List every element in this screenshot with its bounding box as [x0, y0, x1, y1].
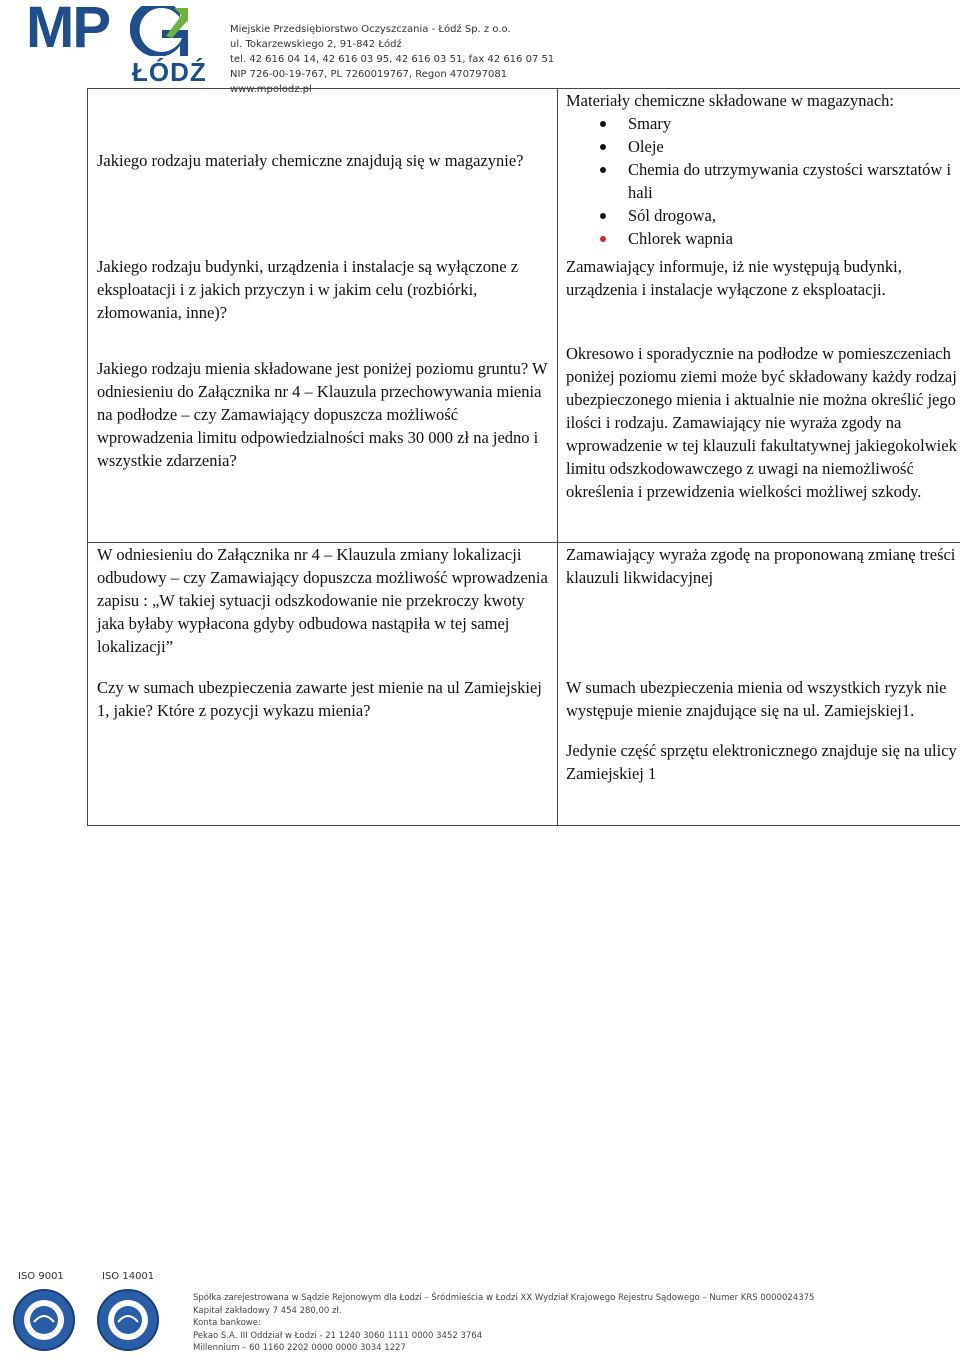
company-address: ul. Tokarzewskiego 2, 91-842 Łódź	[230, 39, 402, 50]
question-3: Jakiego rodzaju mienia składowane jest poniżej poziomu gruntu? W odniesieniu do Załącznika nr 4 – Klauzula przechowywania mienia na podłodze – czy Zamawiający dopuszcza możliwość wprowadzenia limitu odpowiedzialności maks 30 000 zł na jedno i wszystkie zdarzenia?	[97, 359, 548, 470]
certificate-iso-14001	[96, 1270, 162, 1352]
footer-line: Konta bankowe:	[193, 1318, 261, 1328]
list-item: Oleje	[566, 135, 958, 158]
answer-5-extra: Jedynie część sprzętu elektronicznego znajduje się na ulicy Zamiejskiej 1	[566, 741, 957, 783]
letterhead	[0, 0, 960, 95]
certificate-iso-9001	[12, 1270, 78, 1352]
page-footer	[0, 1262, 960, 1356]
logo-g-arrow-icon	[130, 6, 188, 56]
question-4: W odniesieniu do Załącznika nr 4 – Klauzula zmiany lokalizacji odbudowy – czy Zamawiający dopuszcza możliwość wprowadzenia zapisu : „W takiej sytuacji odszkodowanie nie przekroczy kwoty jaka byłaby wypłacona gdyby odbudowa nastąpiła w tej samej lokalizacji”	[97, 545, 548, 656]
logo-city: ŁÓDŹ	[132, 57, 207, 87]
answer-1	[566, 89, 958, 250]
footer-registration-info	[193, 1292, 814, 1355]
question-2: Jakiego rodzaju budynki, urządzenia i instalacje są wyłączone z eksploatacji i z jakich przyczyn i w jakim celu (rozbiórki, złomowania, inne)?	[97, 257, 519, 322]
answer-1-intro: Materiały chemiczne składowane w magazynach:	[566, 91, 895, 110]
footer-line: Pekao S.A. III Oddział w Łodzi - 21 1240 3060 1111 0000 3452 3764	[193, 1330, 483, 1341]
footer-line: Millennium – 60 1160 2202 0000 0000 3034 1227	[193, 1343, 406, 1353]
answer-2: Zamawiający informuje, iż nie występują budynki, urządzenia i instalacje wyłączone z eksploatacji.	[566, 257, 902, 299]
footer-line: Kapitał zakładowy 7 454 280,00 zł.	[193, 1305, 342, 1316]
company-phone: tel. 42 616 04 14, 42 616 03 95, 42 616 03 51, fax 42 616 07 51	[230, 54, 555, 65]
answer-3: Okresowo i sporadycznie na podłodze w pomieszczeniach poniżej poziomu ziemi może być składowany każdy rodzaj ubezpieczonego mienia i aktualnie nie można określić jego ilości i rodzaju. Zamawiający nie wyraża zgody na wprowadzenie w tej klauzuli fakultatywnej jakiegokolwiek limitu odszkodowawczego z uwagi na niemożliwość określenia i przewidzenia wielkości możliwej szkody.	[566, 344, 957, 501]
column-divider	[557, 89, 558, 825]
qa-table	[87, 88, 960, 826]
iso-label: ISO 9001	[18, 1271, 64, 1282]
company-logo	[26, 0, 207, 88]
question-1: Jakiego rodzaju materiały chemiczne znajdują się w magazynie?	[97, 151, 524, 170]
chamber-seal-icon	[96, 1288, 160, 1352]
company-website: www.mpolodz.pl	[230, 84, 312, 95]
company-name: Miejskie Przedsiębiorstwo Oczyszczania - Łódź Sp. z o.o.	[230, 24, 511, 35]
logo-wordmark: MP	[26, 0, 109, 60]
footer-line: Spółka zarejestrowana w Sądzie Rejonowym dla Łodzi – Śródmieścia w Łodzi XX Wydział Krajowego Rejestru Sądowego – Numer KRS 0000024375	[193, 1293, 815, 1303]
company-tax-ids: NIP 726-00-19-767, PL 7260019767, Regon 470797081	[230, 69, 508, 80]
chamber-seal-icon	[12, 1288, 76, 1352]
iso-label: ISO 14001	[102, 1271, 155, 1282]
question-5: Czy w sumach ubezpieczenia zawarte jest mienie na ul Zamiejskiej 1, jakie? Które z pozycji wykazu mienia?	[97, 678, 542, 720]
answer-4: Zamawiający wyraża zgodę na proponowaną zmianę treści klauzuli likwidacyjnej	[566, 545, 956, 587]
company-info	[230, 22, 554, 97]
list-item: Sól drogowa,	[566, 204, 958, 227]
list-item: Smary	[566, 112, 958, 135]
answer-5: W sumach ubezpieczenia mienia od wszystkich ryzyk nie występuje mienie znajdujące się na ul. Zamiejskiej1. Jedynie część sprzętu elektronicznego znajduje się na ulicy Zamiejskiej 1	[566, 678, 957, 783]
list-item: Chemia do utrzymywania czystości warsztatów i hali	[566, 158, 958, 204]
list-item: Chlorek wapnia	[566, 227, 958, 250]
chemicals-list	[566, 112, 958, 250]
